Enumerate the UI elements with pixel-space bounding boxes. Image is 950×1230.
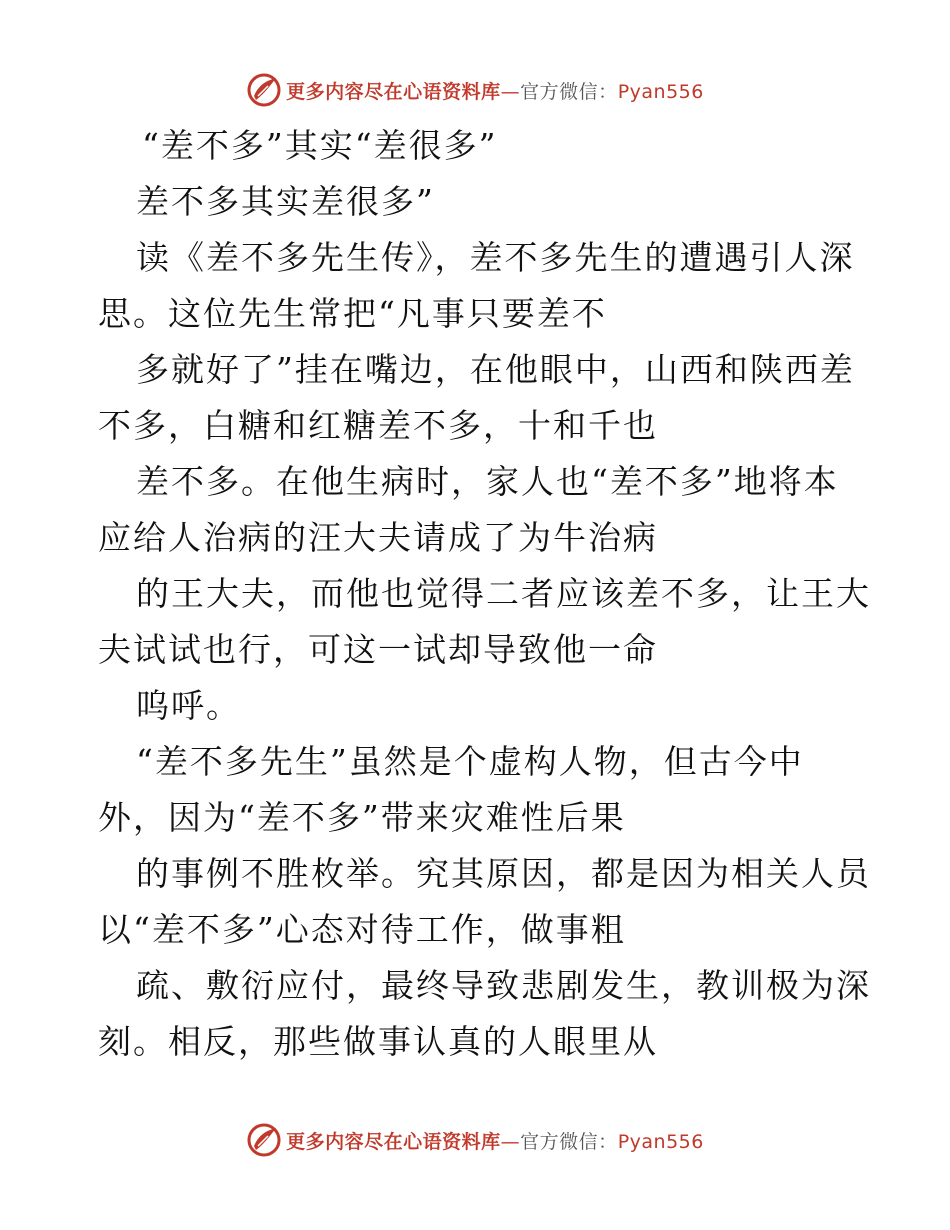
text-line: 外，因为“差不多”带来灾难性后果 bbox=[98, 798, 626, 837]
footer-library-name: 更多内容尽在心语资料库 bbox=[286, 1130, 501, 1153]
header-wechat-id: Pyan556 bbox=[617, 80, 704, 103]
text-line: 呜呼。 bbox=[136, 686, 241, 725]
footer-dash: — bbox=[500, 1130, 521, 1153]
text-line: 不多，白糖和红糖差不多，十和千也 bbox=[98, 406, 658, 445]
text-line: 以“差不多”心态对待工作，做事粗 bbox=[98, 910, 626, 949]
title-line: “差不多”其实“差很多” bbox=[142, 126, 498, 165]
pen-logo-icon bbox=[246, 72, 282, 108]
text-line: 的事例不胜枚举。究其原因，都是因为相关人员 bbox=[136, 854, 871, 893]
header-wechat-label: 官方微信： bbox=[520, 80, 618, 103]
text-line: 刻。相反，那些做事认真的人眼里从 bbox=[98, 1022, 658, 1061]
text-line: 差不多。在他生病时，家人也“差不多”地将本 bbox=[136, 462, 839, 501]
header-banner bbox=[0, 72, 950, 108]
header-text bbox=[286, 77, 704, 104]
text-line: 的王大夫，而他也觉得二者应该差不多，让王大 bbox=[136, 574, 871, 613]
text-line: 疏、敷衍应付，最终导致悲剧发生，教训极为深 bbox=[136, 966, 871, 1005]
header-dash: — bbox=[500, 80, 521, 103]
text-line: 夫试试也行，可这一试却导致他一命 bbox=[98, 630, 658, 669]
header-library-name: 更多内容尽在心语资料库 bbox=[286, 80, 501, 103]
text-line: 思。这位先生常把“凡事只要差不 bbox=[98, 294, 607, 333]
footer-wechat-label: 官方微信： bbox=[520, 1130, 618, 1153]
text-line: 应给人治病的汪大夫请成了为牛治病 bbox=[98, 518, 658, 557]
footer-banner bbox=[0, 1122, 950, 1158]
footer-wechat-id: Pyan556 bbox=[617, 1130, 704, 1153]
footer-text bbox=[286, 1127, 704, 1154]
pen-logo-icon bbox=[246, 1122, 282, 1158]
text-line: 差不多其实差很多” bbox=[136, 182, 435, 221]
text-line: “差不多先生”虽然是个虚构人物，但古今中 bbox=[136, 742, 804, 781]
document-body bbox=[98, 118, 871, 1070]
text-line: 读《差不多先生传》，差不多先生的遭遇引人深 bbox=[136, 238, 855, 277]
text-line: 多就好了”挂在嘴边，在他眼中，山西和陕西差 bbox=[136, 350, 855, 389]
